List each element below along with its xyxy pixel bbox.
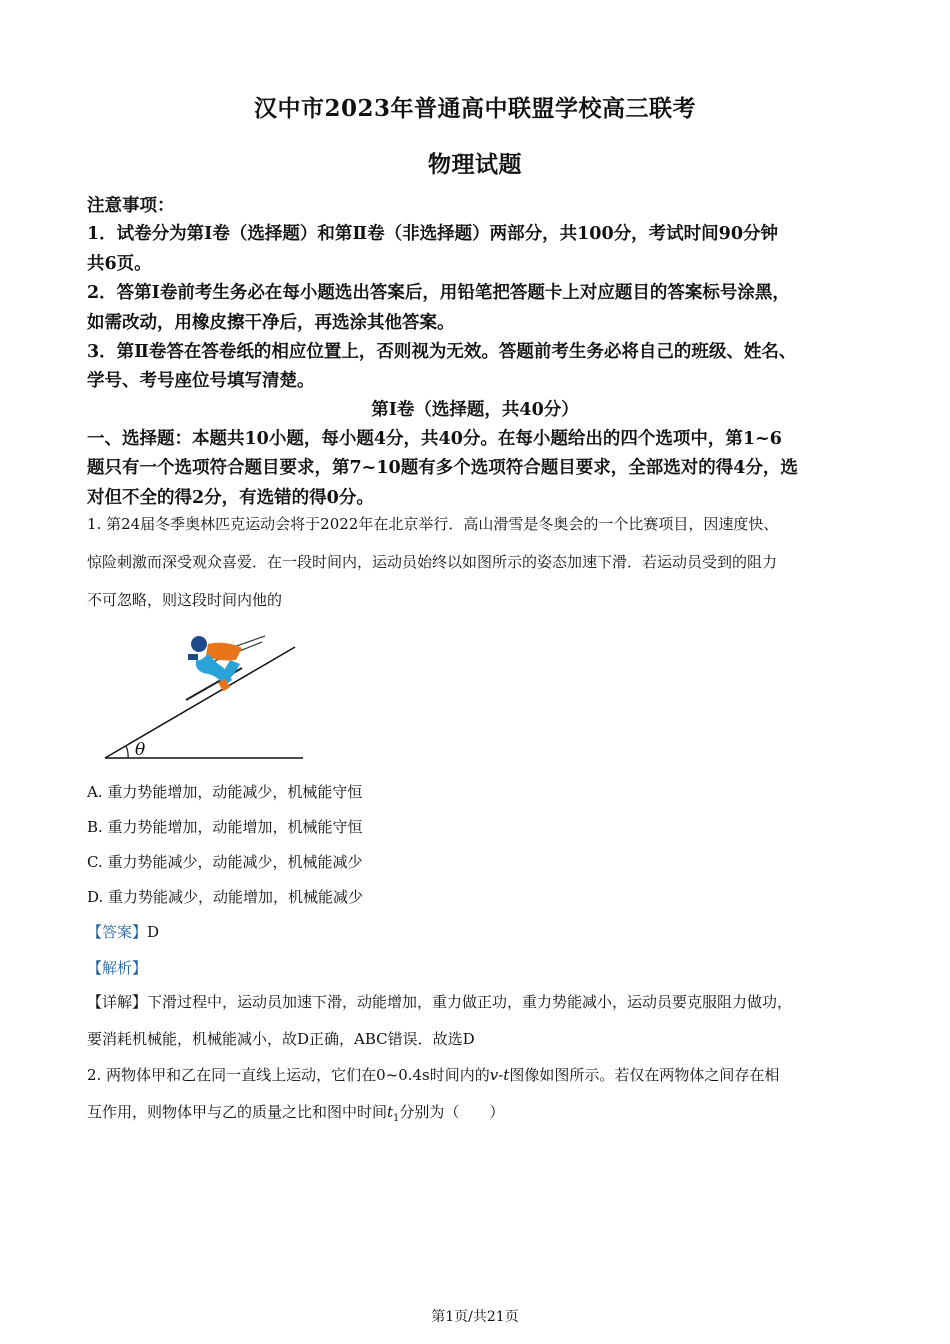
detail-text: 下滑过程中，运动员加速下滑，动能增加，重力做正功，重力势能减小，运动员要克服阻力做功，	[147, 993, 793, 1011]
notice-line: 如需改动，用橡皮擦干净后，再选涂其他答案。	[87, 313, 455, 333]
q1-option-b: B. 重力势能增加，动能增加，机械能守恒	[87, 818, 363, 836]
q1-option-c: C. 重力势能减少，动能减少，机械能减少	[87, 853, 363, 871]
q1-skier-figure	[100, 620, 310, 765]
section-instruction: 对但不全的得2分，有选错的得0分。	[87, 488, 374, 508]
q2-text-post: 分别为（ ）	[399, 1103, 505, 1121]
q2-text	[87, 1101, 504, 1124]
section-instruction: 题只有一个选项符合题目要求，第7~10题有多个选项符合题目要求，全部选对的得4分，选	[87, 458, 798, 478]
answer-tag: 【答案】	[87, 923, 148, 941]
q2-var-sub: 1	[393, 1113, 400, 1124]
angle-label: θ	[135, 740, 146, 760]
notice-line: 2．答第Ⅰ卷前考生务必在每小题选出答案后，用铅笔把答题卡上对应题目的答案标号涂黑，	[87, 283, 790, 303]
q2-var-t: t	[387, 1103, 394, 1121]
q2-text-pre: 2. 两物体甲和乙在同一直线上运动，它们在0~0.4s时间内的	[87, 1066, 490, 1084]
notice-line: 学号、考号座位号填写清楚。	[87, 371, 315, 391]
notice-line: 共6页。	[87, 254, 152, 274]
section-title: 第Ⅰ卷（选择题，共40分）	[371, 400, 579, 420]
q1-answer	[87, 921, 159, 942]
q1-text: 惊险刺激而深受观众喜爱．在一段时间内，运动员始终以如图所示的姿态加速下滑．若运动员受到的阻力	[87, 553, 778, 571]
analysis-tag: 【解析】	[87, 959, 148, 977]
notice-heading: 注意事项：	[87, 196, 175, 216]
page-title: 汉中市2023年普通高中联盟学校高三联考	[253, 95, 696, 122]
q1-text: 1. 第24届冬季奥林匹克运动会将于2022年在北京举行．高山滑雪是冬奥会的一个比赛项目，因速度快、	[87, 515, 779, 533]
page-footer: 第1页/共21页	[431, 1309, 519, 1325]
q1-detail-line	[87, 991, 792, 1012]
page-subtitle: 物理试题	[428, 151, 522, 178]
notice-line: 3．第Ⅱ卷答在答卷纸的相应位置上，否则视为无效。答题前考生务必将自己的班级、姓名、	[87, 342, 797, 362]
q2-text	[87, 1064, 779, 1085]
q1-option-d: D. 重力势能减少，动能增加，机械能减少	[87, 888, 364, 906]
skier-icon	[186, 636, 265, 700]
notice-line: 1．试卷分为第Ⅰ卷（选择题）和第Ⅱ卷（非选择题）两部分，共100分，考试时间90分钟	[87, 224, 778, 244]
q2-text-pre: 互作用，则物体甲与乙的质量之比和图中时间	[87, 1103, 388, 1121]
q2-var-vt: v-t	[489, 1066, 510, 1084]
answer-value: D	[147, 923, 160, 941]
detail-tag: 【详解】	[87, 993, 148, 1011]
q1-option-a: A. 重力势能增加，动能减少，机械能守恒	[87, 783, 363, 801]
q2-text-post: 图像如图所示。若仅在两物体之间存在相	[509, 1066, 780, 1084]
angle-arc	[126, 746, 128, 758]
q1-detail-line: 要消耗机械能，机械能减小，故D正确，ABC错误．故选D	[87, 1030, 475, 1048]
section-instruction: 一、选择题：本题共10小题，每小题4分，共40分。在每小题给出的四个选项中，第1~6	[87, 429, 782, 449]
q1-text: 不可忽略，则这段时间内他的	[87, 591, 283, 609]
